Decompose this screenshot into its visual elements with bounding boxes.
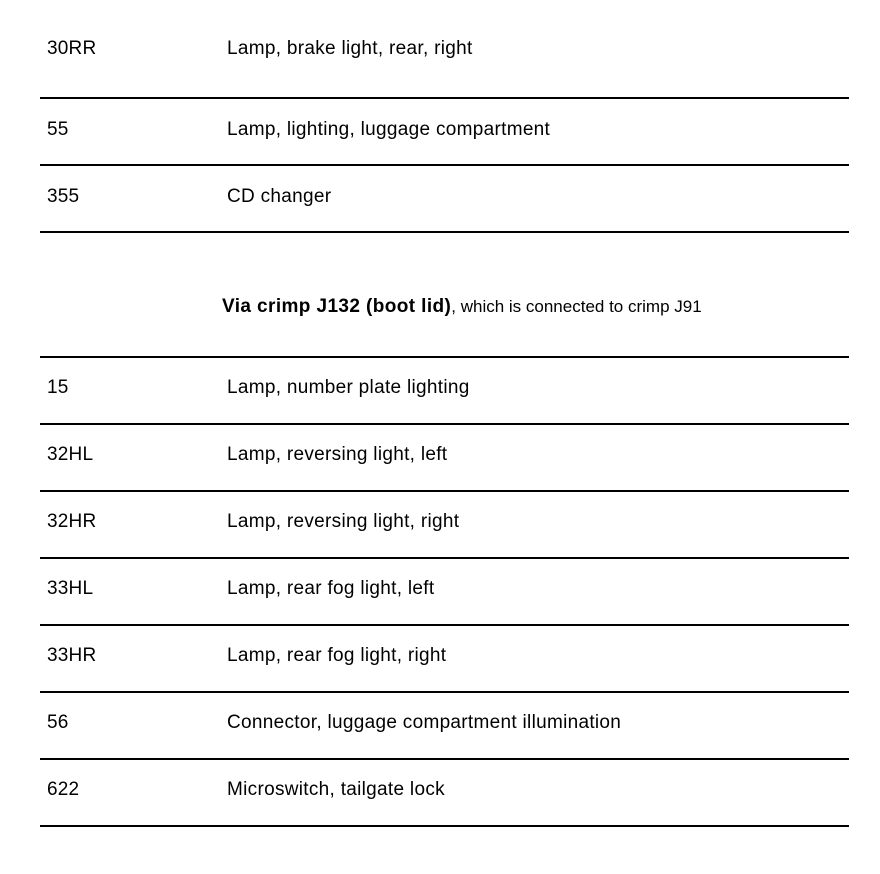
table-row xyxy=(40,99,849,166)
row-description: Lamp, reversing light, right xyxy=(227,511,460,532)
section-heading-rest: , which is connected to crimp J91 xyxy=(451,297,702,316)
table-row xyxy=(40,760,849,827)
section-heading-bold: Via crimp J132 (boot lid) xyxy=(222,296,452,317)
row-description: Lamp, lighting, luggage compartment xyxy=(227,119,551,140)
row-description: Microswitch, tailgate lock xyxy=(227,779,445,800)
row-code: 32HL xyxy=(47,444,94,465)
row-description: Lamp, reversing light, left xyxy=(227,444,448,465)
table-row xyxy=(40,0,849,99)
table-row xyxy=(40,425,849,492)
row-description: Lamp, rear fog light, right xyxy=(227,645,447,666)
row-code: 32HR xyxy=(47,511,97,532)
table-row xyxy=(40,492,849,559)
row-code: 55 xyxy=(47,119,69,140)
row-code: 56 xyxy=(47,712,69,733)
row-code: 15 xyxy=(47,377,69,398)
table-row xyxy=(40,559,849,626)
row-code: 33HL xyxy=(47,578,94,599)
bottom-wiring-table xyxy=(40,358,849,827)
table-row xyxy=(40,693,849,760)
row-description: Connector, luggage compartment illumination xyxy=(227,712,622,733)
row-code: 33HR xyxy=(47,645,97,666)
table-row xyxy=(40,166,849,233)
row-description: CD changer xyxy=(227,186,332,207)
row-code: 622 xyxy=(47,779,80,800)
row-code: 355 xyxy=(47,186,80,207)
row-description: Lamp, rear fog light, left xyxy=(227,578,435,599)
section-heading xyxy=(222,296,702,318)
top-wiring-table xyxy=(40,0,849,233)
section-divider xyxy=(40,356,849,358)
row-code: 30RR xyxy=(47,38,97,59)
row-description: Lamp, number plate lighting xyxy=(227,377,470,398)
table-row xyxy=(40,358,849,425)
table-row xyxy=(40,626,849,693)
row-description: Lamp, brake light, rear, right xyxy=(227,38,473,59)
